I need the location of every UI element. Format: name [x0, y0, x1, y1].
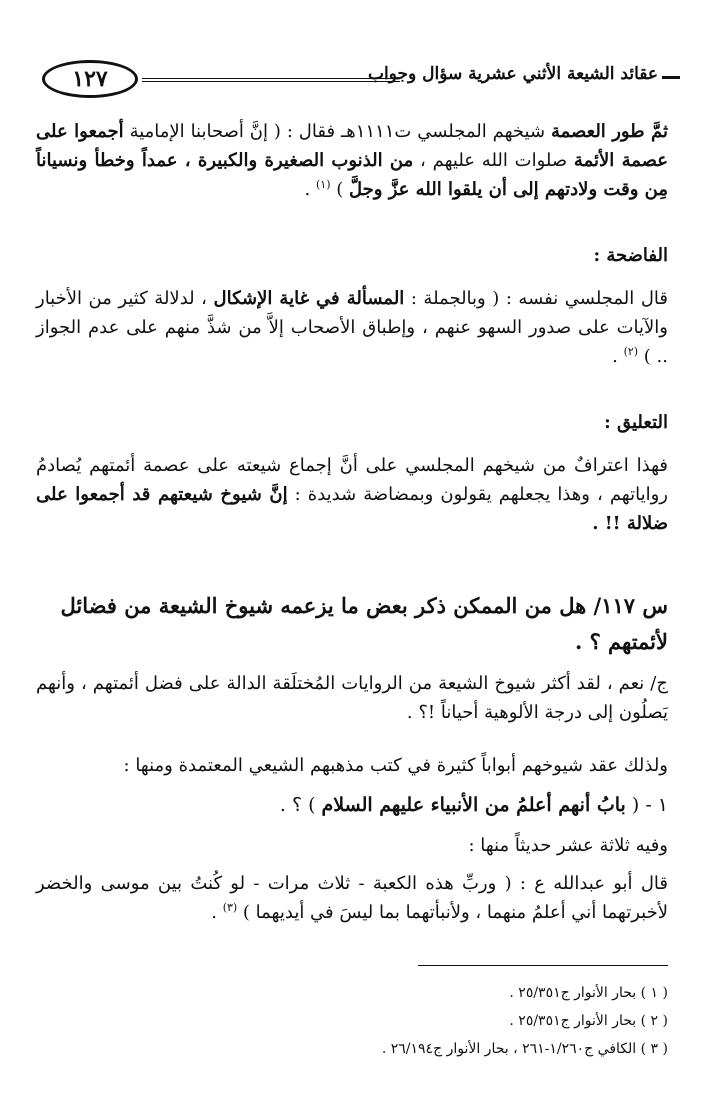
footnote-rule — [418, 965, 668, 966]
heading-fadiha: الفاضحة : — [593, 245, 668, 266]
text: ١ - ( — [625, 794, 668, 816]
text-bold: المسألة في غاية الإشكال — [213, 288, 405, 309]
text: . — [304, 178, 316, 200]
text-bold: إنَّ شيوخ شيعتهم قد أجمعوا على ضلالة !! . — [36, 483, 668, 534]
text-bold: بابُ أنهم أعلمُ من الأنبياء عليهم السلام — [321, 794, 626, 816]
text: شيخهم المجلسي ت١١١١هـ فقال : ( إنَّ أصحابنا الإمامية — [123, 121, 551, 142]
text-bold: ثمَّ طور العصمة — [550, 121, 668, 142]
page-header — [30, 60, 680, 100]
footnote-1: ( ١ ) بحار الأنوار ج٢٥/٣٥١ . — [509, 985, 668, 1001]
text-bold: من الذنوب الصغيرة والكبيرة ، عمداً وخطأ ونسياناً مِن وقت ولادتهم إلى أن يلقوا الله عزَّ وجلَّ — [36, 149, 668, 200]
text: صلوات الله عليهم ، — [413, 149, 574, 171]
text: . — [211, 901, 223, 923]
paragraph-majlisi — [36, 285, 668, 371]
text: . — [612, 345, 624, 367]
text: ، لدلالة كثير من الأخبار والآيات على صدور السهو عنهم ، وإطباق الأصحاب إلاَّ من شذَّ منهم على عدم الجواز .. ) — [36, 288, 668, 367]
text: قال أبو عبدالله ع : ( وربِّ هذه الكعبة - ثلاث مرات - لو كُنتُ بين موسى والخضر لأخبرتهما أني أعلمُ منهما ، ولأنبأتهما بما ليسَ في أيديهما ) — [36, 873, 668, 923]
paragraph-comment — [36, 452, 668, 538]
book-title: عقائد الشيعة الأثني عشرية سؤال وجواب — [368, 64, 658, 84]
paragraph-hadith-count: وفيه ثلاثة عشر حديثاً منها : — [468, 835, 668, 856]
paragraph-hadith — [36, 870, 668, 928]
question-117: س ١١٧/ هل من الممكن ذكر بعض ما يزعمه شيوخ الشيعة من فضائل لأئمتهم ؟ . — [60, 593, 668, 654]
text: قال المجلسي نفسه : ( وبالجملة : — [404, 288, 668, 309]
text: ) ؟ . — [279, 794, 322, 816]
paragraph-infallibility — [36, 118, 668, 204]
header-dash — [662, 76, 680, 79]
answer-paragraph: ج/ نعم ، لقد أكثر شيوخ الشيعة من الروايات المُختلَقة الدالة على فضل أئمتهم ، وأنهم يَصلُون إلى درجة الألوهية أحياناً !؟ . — [36, 673, 668, 723]
footnote-ref-3: (٣) — [222, 900, 238, 914]
heading-taliq: التعليق : — [604, 412, 668, 433]
page-number: ١٢٧ — [42, 60, 138, 98]
footnote-ref-1: (١) — [316, 177, 331, 191]
chapter-title — [36, 790, 668, 820]
paragraph-chapters: ولذلك عقد شيوخهم أبواباً كثيرة في كتب مذهبهم الشيعي المعتمدة ومنها : — [123, 755, 668, 776]
header-rule — [142, 78, 400, 82]
footnote-ref-2: (٢) — [623, 344, 639, 358]
footnote-2: ( ٢ ) بحار الأنوار ج٢٥/٣٥١ . — [509, 1013, 668, 1029]
text-bold: أجمعوا على عصمة الأئمة — [36, 121, 668, 171]
text: ) — [330, 178, 349, 200]
text: فهذا اعترافٌ من شيخهم المجلسي على أنَّ إجماع شيعته على عصمة أئمتهم يُصادمُ رواياتهم ، وهذا يجعلهم يقولون وبمضاضة شديدة : — [36, 455, 668, 505]
footnote-3: ( ٣ ) الكافي ج١/٢٦٠-٢٦١ ، بحار الأنوار ج٢٦/١٩٤ . — [381, 1041, 668, 1057]
